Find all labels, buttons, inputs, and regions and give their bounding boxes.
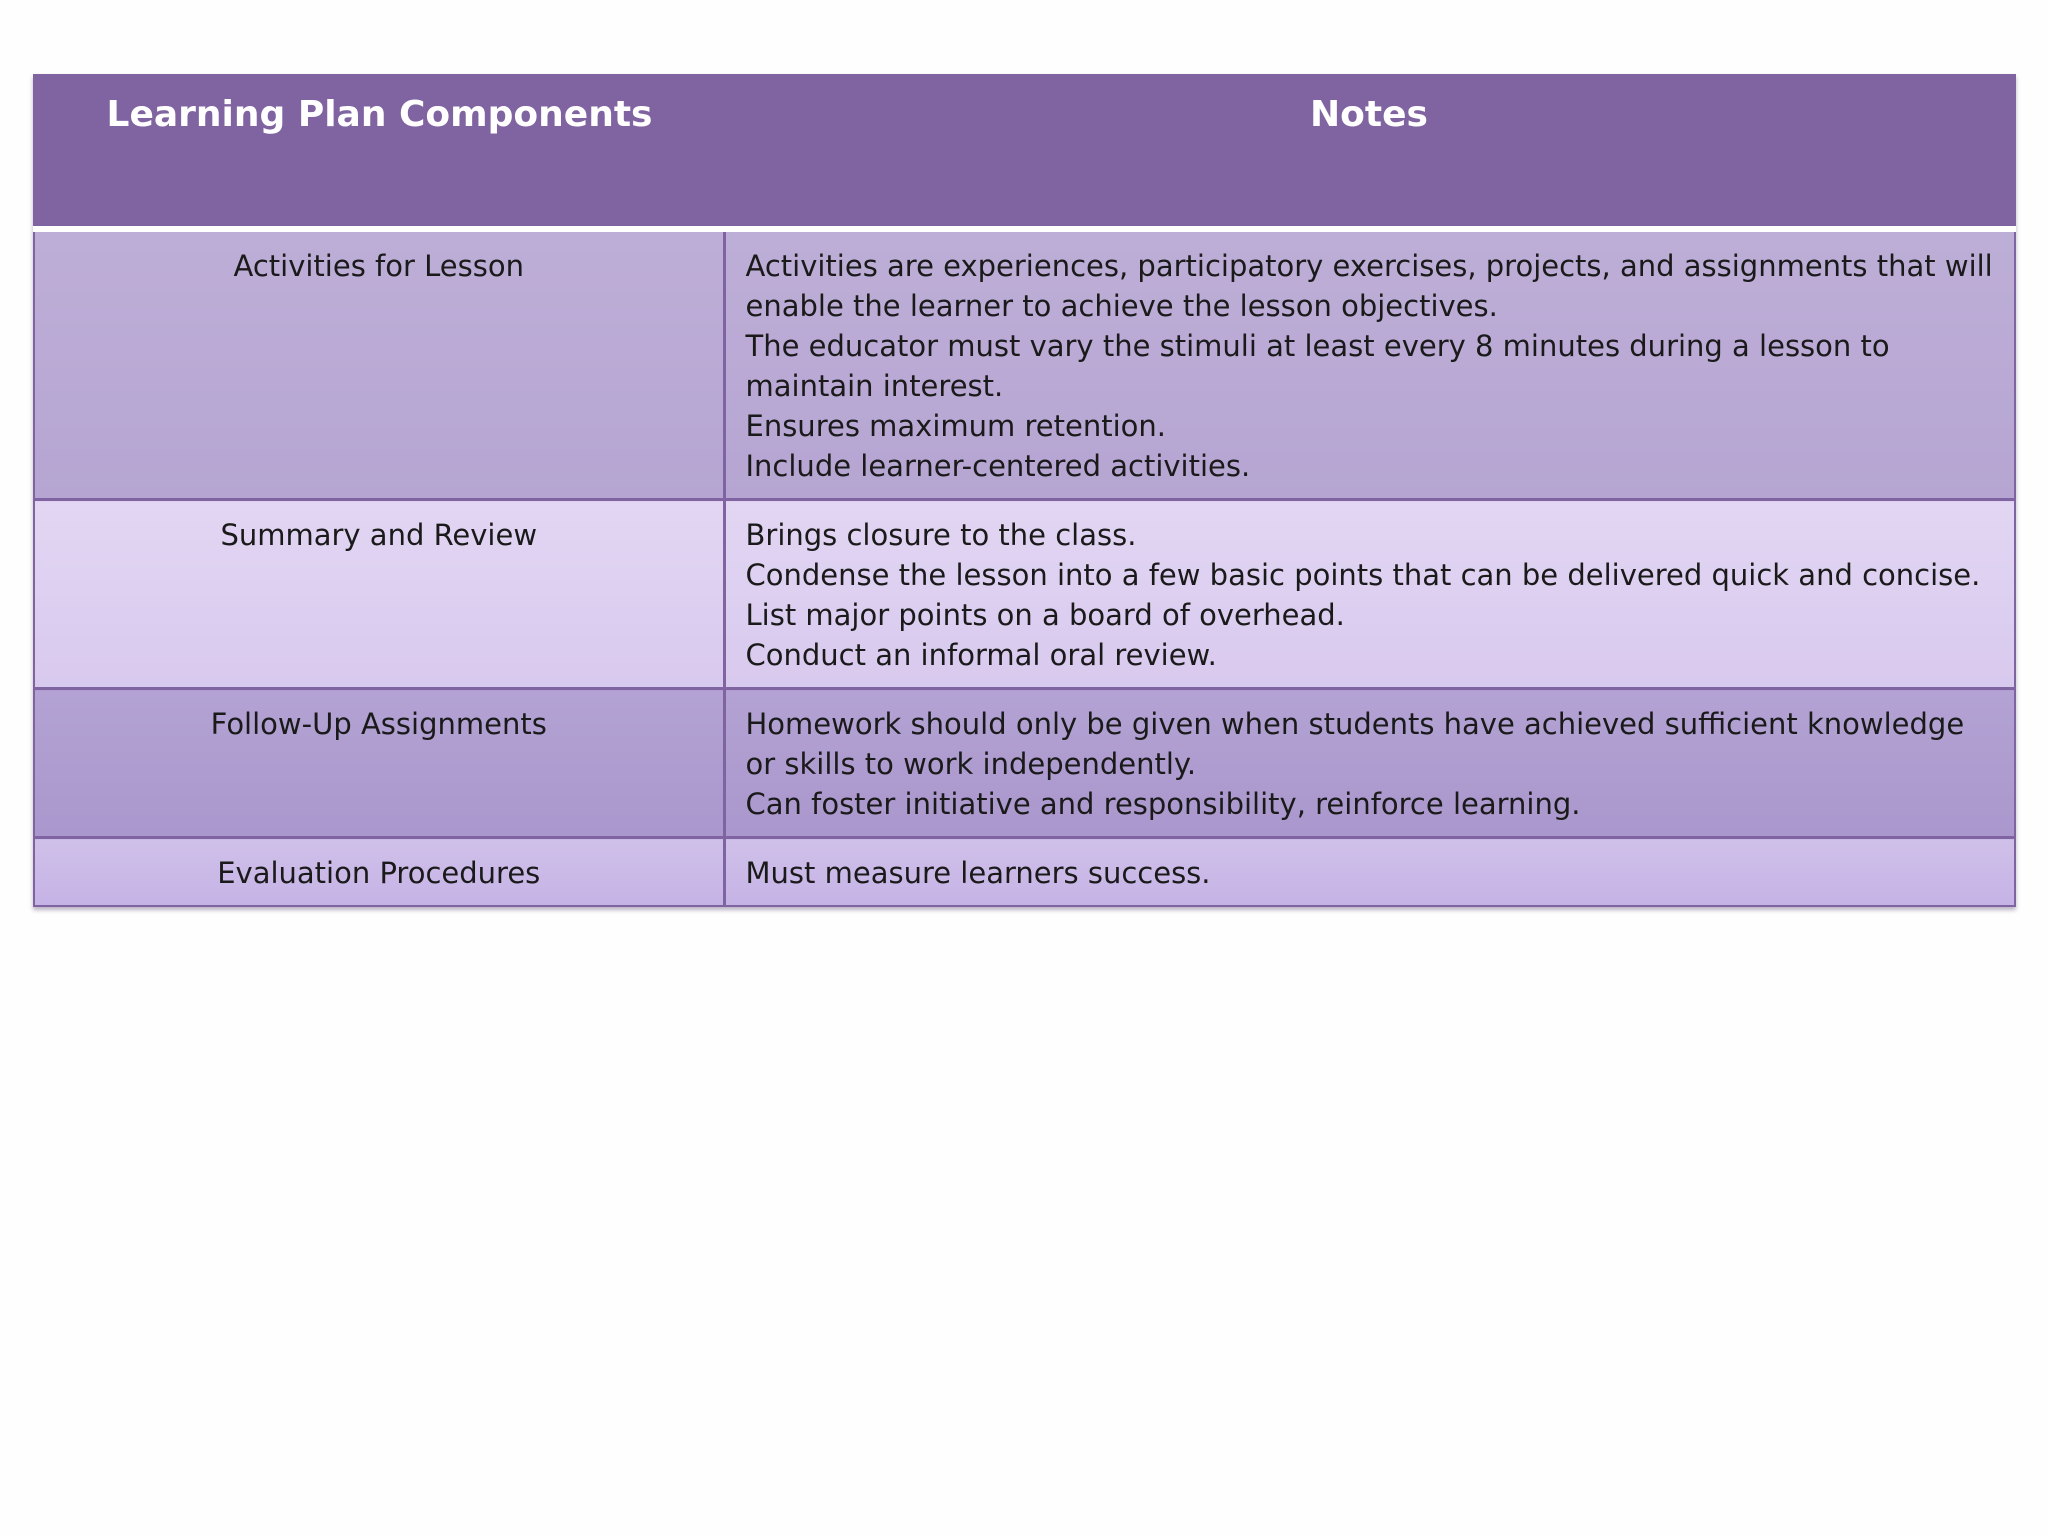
note-line: Can foster initiative and responsibility, reinforce learning.	[745, 787, 1581, 821]
notes-cell	[724, 229, 2015, 500]
table-header-row	[34, 75, 2015, 229]
learning-plan-table	[33, 74, 2016, 907]
note-line: Activities are experiences, participatory exercises, projects, and assignments that will enable the learner to achieve the lesson objectives.	[745, 249, 1993, 323]
header-notes: Notes	[724, 75, 2015, 229]
note-line: Conduct an informal oral review.	[745, 638, 1217, 672]
table-row	[34, 500, 2015, 689]
component-cell: Summary and Review	[34, 500, 724, 689]
component-cell: Activities for Lesson	[34, 229, 724, 500]
note-line: The educator must vary the stimuli at least every 8 minutes during a lesson to maintain interest.	[745, 329, 1890, 403]
header-components: Learning Plan Components	[34, 75, 724, 229]
note-line: Ensures maximum retention.	[745, 409, 1166, 443]
note-line: Homework should only be given when students have achieved sufficient knowledge or skills to work independently.	[745, 707, 1965, 781]
note-line: Must measure learners success.	[745, 856, 1211, 890]
notes-cell	[724, 838, 2015, 907]
note-line: Condense the lesson into a few basic points that can be delivered quick and concise.	[745, 558, 1981, 592]
table-row	[34, 838, 2015, 907]
note-line: Include learner-centered activities.	[745, 449, 1251, 483]
component-cell: Follow-Up Assignments	[34, 689, 724, 838]
note-line: List major points on a board of overhead.	[745, 598, 1345, 632]
note-line: Brings closure to the class.	[745, 518, 1137, 552]
table-row	[34, 689, 2015, 838]
notes-cell	[724, 500, 2015, 689]
table-row	[34, 229, 2015, 500]
notes-cell	[724, 689, 2015, 838]
learning-plan-table-container	[33, 74, 2016, 907]
component-cell: Evaluation Procedures	[34, 838, 724, 907]
